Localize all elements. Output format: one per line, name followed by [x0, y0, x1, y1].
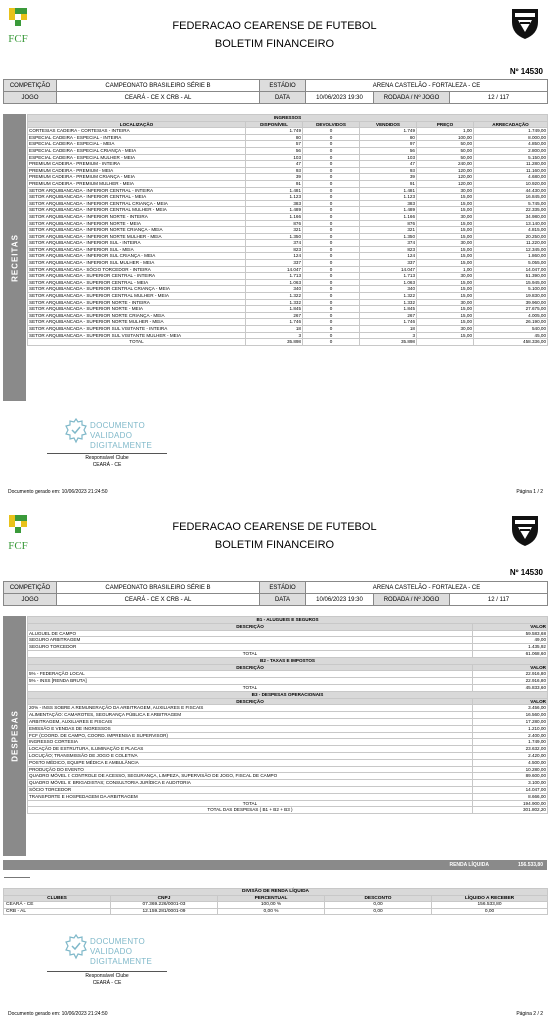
- table-row: ESPECIAL CADEIRA - ESPECIAL CRIANÇA - MEIA 56 0 56 50,00 2.800,00: [29, 147, 547, 153]
- divisao-title: DIVISÃO DE RENDA LÍQUIDA: [4, 889, 548, 896]
- renda-liquida-value: 156.533,80: [517, 862, 543, 868]
- table-row: PREMIUM CADEIRA - PREMIUM - INTEIRA 47 0 47 240,00 11.280,00: [29, 161, 547, 167]
- table-row: POSTO MÉDICO, EQUIPE MÉDICA E AMBULÂNCIA 4.500,00: [29, 759, 546, 765]
- generated-date: Documento gerado em: 10/06/2023 21:24:50: [8, 489, 108, 495]
- svg-text:FCF: FCF: [8, 33, 28, 45]
- document-title: FEDERACAO CEARENSE DE FUTEBOL: [172, 20, 377, 32]
- responsavel-clube-2: Responsável Clube CEARÁ - CE: [85, 973, 129, 986]
- seal-line-2: DIGITALMENTE: [90, 441, 153, 450]
- table-row: QUADRO MÓVEL II: BRIGADISTAS; CONSULTORIA JURÍDICA E AUDITORIA 3.100,00: [29, 780, 546, 786]
- despesas-table: [27, 616, 548, 814]
- table-row: SETOR ARQUIBANCADA - INFERIOR SUL MULHER - MEIA 337 0 337 15,00 5.055,00: [29, 260, 547, 266]
- table-row: SETOR ARQUIBANCADA - INFERIOR CENTRAL MULHER - MEIA 1.489 0 1.489 15,00 22.335,00: [29, 207, 547, 213]
- table-row: SETOR ARQUIBANCADA - SÓCIO TORCEDOR - INTEIRA 14.047 0 14.047 1,00 14.047,00: [29, 266, 547, 272]
- table-row: SETOR ARQUIBANCADA - INFERIOR CENTRAL CRIANÇA - MEIA 383 0 383 15,00 5.745,00: [29, 200, 547, 206]
- match-info-table: [3, 79, 548, 104]
- table-row: 5% - FEDERAÇÃO LOCAL 22.916,80: [29, 671, 546, 677]
- divisao-column-header: CLUBES CNPJ PERCENTUAL DESCONTO LÍQUIDO A RECEBER: [4, 895, 548, 902]
- table-row: 5% - INSS [RENDA BRUTA] 22.916,80: [29, 678, 546, 684]
- table-row: SÓCIO TORCEDOR 14.047,00: [29, 786, 546, 792]
- receitas-table: [27, 114, 548, 346]
- table-row: ESPECIAL CADEIRA - ESPECIAL MULHER - MEIA 103 0 103 50,00 5.150,00: [29, 154, 547, 160]
- table-row: SETOR ARQUIBANCADA - INFERIOR SUL - MEIA 823 0 823 15,00 12.345,00: [29, 246, 547, 252]
- competicao-label: COMPETIÇÃO: [4, 80, 57, 92]
- table-row: TRANSPORTE E HOSPEDAGEM DA ARBITRAGEM 8.666,00: [29, 793, 546, 799]
- data-label: DATA: [260, 92, 306, 104]
- table-row: SETOR ARQUIBANCADA - INFERIOR CENTRAL - INTEIRA 1.481 0 1.481 30,00 44.430,00: [29, 187, 547, 193]
- estadio-value: ARENA CASTELÃO - FORTALEZA - CE: [306, 80, 548, 92]
- table-row: SETOR ARQUIBANCADA - SUPERIOR CENTRAL - INTEIRA 1.713 0 1.713 30,00 51.390,00: [29, 273, 547, 279]
- document-title: FEDERACAO CEARENSE DE FUTEBOL: [172, 521, 377, 533]
- document-subtitle: BOLETIM FINANCEIRO: [214, 539, 335, 551]
- table-row: INGRESSO CORTESIA 1.749,00: [29, 739, 546, 745]
- table-row: SETOR ARQUIBANCADA - SUPERIOR NORTE - INTEIRA 1.332 0 1.332 30,00 39.960,00: [29, 299, 547, 305]
- seal-line-1: DOCUMENTO VALIDADO: [90, 937, 145, 956]
- table-row: SEGURO ARBITRAGEM 49,00: [29, 637, 546, 643]
- despesas-side-label: DESPESAS: [3, 616, 26, 856]
- rodada-value: 12 / 117: [450, 92, 548, 104]
- table-row: SETOR ARQUIBANCADA - SUPERIOR NORTE MULHER - MEIA 1.746 0 1.746 15,00 26.190,00: [29, 319, 547, 325]
- digital-validation-seal-2: [64, 934, 184, 966]
- table-row: EMISSÃO E VENDAS DE INGRESSOS 1.210,00: [29, 725, 546, 731]
- digital-validation-seal: [64, 418, 184, 450]
- table-row: SETOR ARQUIBANCADA - INFERIOR SUL - INTEIRA 374 0 374 30,00 11.220,00: [29, 240, 547, 246]
- table-row: QUADRO MÓVEL I: CONTROLE DE ACESSO, SEGURANÇA, LIMPEZA, SUPERVISÃO DE JOGO, FISCAL DE CAMPO 89.600,00: [29, 773, 546, 779]
- table-row: SETOR ARQUIBANCADA - SUPERIOR NORTE CRIANÇA - MEIA 267 0 267 15,00 4.005,00: [29, 312, 547, 318]
- table-row: ALIMENTAÇÃO: CAMAROTES, SEGURANÇA PÚBLICA E ARBITRAGEM 16.560,00: [29, 712, 546, 718]
- signature-line: [47, 453, 167, 454]
- table-row: SETOR ARQUIBANCADA - INFERIOR SUL CRIANÇA - MEIA 124 0 124 15,00 1.860,00: [29, 253, 547, 259]
- table-row: ESPECIAL CADEIRA - ESPECIAL - INTEIRA 80 0 80 100,00 8.000,00: [29, 134, 547, 140]
- divider: [4, 877, 30, 878]
- table-row: ARBITRAGEM, AUXILIARES E FISCAIS 17.280,00: [29, 718, 546, 724]
- despesas-section-b1: B1 - ALUGUEIS E SEGUROS: [28, 617, 548, 624]
- table-row: SETOR ARQUIBANCADA - SUPERIOR SUL VISITANTE - INTEIRA 18 0 18 30,00 540,00: [29, 326, 547, 331]
- competicao-value: CAMPEONATO BRASILEIRO SÉRIE B: [57, 80, 260, 92]
- table-row: SETOR ARQUIBANCADA - INFERIOR CENTRAL - MEIA 1.123 0 1.123 15,00 16.845,00: [29, 194, 547, 200]
- generated-date-2: Documento gerado em: 10/06/2023 21:24:50: [8, 1011, 108, 1017]
- page-number-2: Página 2 / 2: [516, 1011, 543, 1017]
- table-row: SETOR ARQUIBANCADA - SUPERIOR CENTRAL - MEIA 1.063 0 1.063 15,00 15.945,00: [29, 279, 547, 285]
- despesas-section-b3: B3 - DESPESAS OPERACIONAIS: [28, 691, 548, 698]
- seal-icon: [64, 418, 88, 444]
- estadio-label: ESTÁDIO: [260, 80, 306, 92]
- table-row: SETOR ARQUIBANCADA - SUPERIOR NORTE - MEIA 1.845 0 1.845 15,00 27.675,00: [29, 306, 547, 312]
- despesas-grand-total: TOTAL DAS DESPESAS ( B1 + B2 + B3 ) 301.802,20: [28, 807, 548, 814]
- page-1: [0, 0, 549, 510]
- despesas-column-header: DESCRIÇÃO VALOR: [28, 664, 548, 671]
- page-header: [0, 507, 549, 577]
- rodada-label: RODADA / Nº JOGO: [374, 92, 450, 104]
- seal-icon: [64, 934, 88, 960]
- responsavel-clube: Responsável Clube CEARÁ - CE: [85, 455, 129, 468]
- table-row: LOCAÇÃO DE ESTRUTURA, ILUMINAÇÃO E PLACAS 23.632,00: [29, 746, 546, 752]
- page-number: Página 1 / 2: [516, 489, 543, 495]
- table-row: CEARÁ - CE 07.369.226/0001-03 100,00 % 0,00 156.533,80: [4, 902, 548, 909]
- jogo-value: CEARÁ - CE X CRB - AL: [57, 92, 260, 104]
- table-row: ESPECIAL CADEIRA - ESPECIAL - MEIA 57 0 97 50,00 4.850,00: [29, 141, 547, 147]
- receitas-column-header: LOCALIZAÇÃO DISPONÍVEL DEVOLVIDOS VENDIDOS PREÇO ARRECADAÇÃO: [28, 121, 548, 128]
- bulletin-number: Nº 14530: [509, 67, 543, 76]
- receitas-total-row: TOTAL 35.898 0 35.898 458.336,00: [28, 339, 548, 346]
- table-row: FCF (COORD. DE CAMPO, COORD. IMPRENSA E SUPERVISOR) 2.400,00: [29, 732, 546, 738]
- signature-line-2: [47, 971, 167, 972]
- jogo-label: JOGO: [4, 92, 57, 104]
- despesas-column-header: DESCRIÇÃO VALOR: [28, 623, 548, 630]
- ceara-crest-icon: [510, 6, 540, 40]
- renda-liquida-label: RENDA LÍQUIDA: [449, 862, 489, 868]
- table-row: CRB - AL 12.159.281/0001-09 0,00 % 0,00 0,00: [4, 908, 548, 915]
- table-row: PREMIUM CADEIRA - PREMIUM MULHER - MEIA 91 0 91 120,00 10.920,00: [29, 180, 547, 186]
- svg-text:FCF: FCF: [8, 540, 28, 552]
- despesas-section-b2: B2 - TAXAS E IMPOSTOS: [28, 657, 548, 664]
- despesas-subtotal-b1: TOTAL 61.068,60: [28, 650, 548, 657]
- table-row: SETOR ARQUIBANCADA - INFERIOR NORTE MULHER - MEIA 1.350 0 1.350 15,00 20.250,00: [29, 233, 547, 239]
- document-subtitle: BOLETIM FINANCEIRO: [214, 38, 335, 50]
- data-value: 10/06/2023 19:30: [306, 92, 374, 104]
- despesas-subtotal-b3: TOTAL 194.900,00: [28, 800, 548, 807]
- table-row: SEGURO TORCEDOR 1.435,92: [29, 644, 546, 650]
- bulletin-number: Nº 14530: [509, 568, 543, 577]
- renda-liquida-bar: [3, 860, 547, 870]
- table-row: SETOR ARQUIBANCADA - SUPERIOR CENTRAL CRIANÇA - MEIA 340 0 340 15,00 5.100,00: [29, 286, 547, 292]
- table-row: LOCUÇÃO; TRANSMISSÃO DE JOGO E COLETIVA 2.420,00: [29, 752, 546, 758]
- seal-line-1: DOCUMENTO VALIDADO: [90, 421, 145, 440]
- match-info-table: COMPETIÇÃO CAMPEONATO BRASILEIRO SÉRIE B ESTÁDIO ARENA CASTELÃO - FORTALEZA - CE JOGO CEARÁ - CE X CRB - AL DATA 10/06/2023 19:30 RODADA / Nº JOGO 12 / 117: [3, 581, 548, 606]
- table-row: PRODUÇÃO DO EVENTO 10.280,00: [29, 766, 546, 772]
- page-header: [0, 0, 549, 76]
- table-row: CORTESIAS CADEIRA - CORTESIAS - INTEIRA 1.749 0 1.749 1,00 1.749,00: [29, 128, 547, 134]
- seal-line-2: DIGITALMENTE: [90, 957, 153, 966]
- table-row: SETOR ARQUIBANCADA - SUPERIOR CENTRAL MULHER - MEIA 1.322 0 1.322 15,00 19.830,00: [29, 293, 547, 299]
- table-row: 20% - INSS SOBRE A REMUNERAÇÃO DA ARBITRAGEM, AUXILIARES E FISCAIS 3.456,00: [29, 705, 546, 711]
- table-row: PREMIUM CADEIRA - PREMIUM - MEIA 93 0 93 120,00 11.160,00: [29, 167, 547, 173]
- ingressos-header: INGRESSOS: [28, 115, 548, 122]
- despesas-column-header: DESCRIÇÃO VALOR: [28, 698, 548, 705]
- table-row: PREMIUM CADEIRA - PREMIUM CRIANÇA - MEIA 39 0 39 120,00 4.680,00: [29, 174, 547, 180]
- ceara-crest-icon: [510, 513, 540, 547]
- despesas-subtotal-b2: TOTAL 45.833,60: [28, 684, 548, 691]
- divisao-renda-table: [3, 888, 548, 915]
- table-row: SETOR ARQUIBANCADA - INFERIOR NORTE - INTEIRA 1.166 0 1.166 30,00 34.980,00: [29, 213, 547, 219]
- table-row: SETOR ARQUIBANCADA - INFERIOR NORTE CRIANÇA - MEIA 321 0 321 15,00 4.815,00: [29, 227, 547, 233]
- table-row: SETOR ARQUIBANCADA - INFERIOR NORTE - MEIA 876 0 876 15,00 13.140,00: [29, 220, 547, 226]
- receitas-side-label: RECEITAS: [3, 114, 26, 401]
- table-row: ALUGUEL DE CAMPO 59.583,68: [29, 630, 546, 636]
- table-row: SETOR ARQUIBANCADA - SUPERIOR SUL VISITANTE MULHER - MEIA 3 0 3 15,00 45,00: [29, 332, 547, 338]
